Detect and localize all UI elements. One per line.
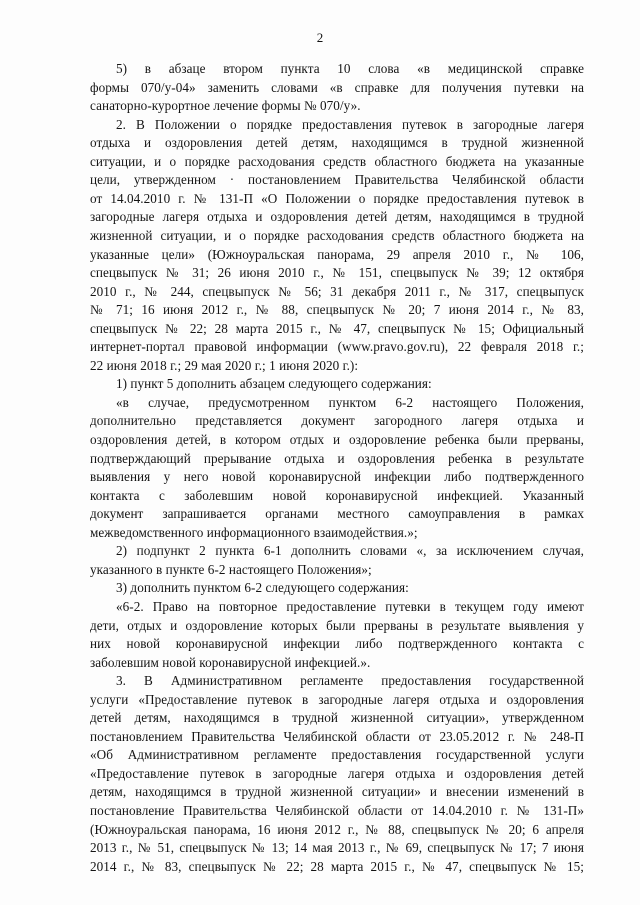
text-line: спецвыпуск № 31; 26 июня 2010 г., № 151, спецвыпуск № 39; 12 октября [90,265,584,281]
text-line: оздоровления детей, в котором отдых и оздоровление ребенка были прерваны, [90,432,584,447]
text-line: от 14.04.2010 г. № 131-П «О Положении о порядке предоставления путевок в [90,190,584,206]
text-line: 2) подпункт 2 пункта 6-1 дополнить словами «, за исключением случая, [116,543,584,559]
text-line: ситуации, и о порядке расходования средств областного бюджета на указанные [90,153,584,169]
text-line: подтверждающий прерывание отдыха и оздоровления ребенка в результате [90,450,584,466]
text-line: детям, находящимся в трудной жизненной ситуации» и внесении изменений в [90,784,584,800]
page-number: 2 [316,30,324,45]
text-line: указанные цели» (Южноуральская панорама, 29 апреля 2010 г., № 106, [90,246,584,262]
text-line: загородные лагеря отдыха и оздоровления детей детям, находящимся в трудной [90,209,584,225]
text-line: 2013 г., № 51, спецвыпуск № 13; 14 мая 2013 г., № 69, спецвыпуск № 17; 7 июня [90,840,584,856]
text-line: формы 070/у-04» заменить словами «в справке для получения путевки на [90,79,584,95]
text-line: 5) в абзаце втором пункта 10 слова «в медицинской справке [116,61,584,76]
text-line: «в случае, предусмотренном пунктом 6-2 настоящего Положения, [116,394,584,410]
text-line: контакта с заболевшим новой коронавирусной инфекцией. Указанный [90,487,584,503]
text-line: интернет-портал правовой информации (www.pravo.gov.ru), 22 февраля 2018 г.; [90,339,584,355]
text-line: постановлением Правительства Челябинской области от 23.05.2012 г. № 248-П [90,728,584,744]
text-line: 2010 г., № 244, спецвыпуск № 56; 31 декабря 2011 г., № 317, спецвыпуск [90,283,584,299]
text-line: № 71; 16 июня 2012 г., № 88, спецвыпуск № 20; 7 июня 2014 г., № 83, [90,302,584,318]
text-line: 22 июня 2018 г.; 29 мая 2020 г.; 1 июня 2020 г.): [90,357,359,373]
text-line: заболевшим новой коронавирусной инфекцией.». [90,654,371,670]
text-line: «Предоставление путевок в загородные лагеря отдыха и оздоровления детей [90,765,584,781]
text-line: 3. В Административном регламенте предоставления государственной [116,673,584,689]
text-line: выявления у него новой коронавирусной инфекции либо подтвержденного [90,469,584,485]
text-line: жизненной ситуации, и о порядке расходования средств областного бюджета на [90,227,584,243]
text-line: дополнительно представляется документ загородного лагеря отдыха и [90,413,584,429]
text-line: отдыха и оздоровления детей детям, находящимся в трудной жизненной [90,135,584,151]
text-line: документ запрашивается органами местного самоуправления в рамках [90,506,584,522]
text-line: дети, отдых и оздоровление которых были прерваны в результате выявления у [90,617,584,633]
text-line: цели, утвержденном · постановлением Правительства Челябинской области [90,172,584,188]
text-line: постановление Правительства Челябинской области от 14.04.2010 г. № 131-П» [90,803,584,818]
text-line: «6-2. Право на повторное предоставление путевки в текущем году имеют [116,598,584,614]
text-line: 1) пункт 5 дополнить абзацем следующего содержания: [116,376,432,392]
text-line: 2014 г., № 83, спецвыпуск № 22; 28 марта 2015 г., № 47, спецвыпуск № 15; [90,858,584,874]
text-line: межведомственного информационного взаимодействия.»; [90,524,418,540]
text-line: детей детям, находящимся в трудной жизненной ситуации», утвержденном [90,710,584,726]
text-line: 2. В Положении о порядке предоставления путевок в загородные лагеря [116,116,584,132]
text-line: 3) дополнить пунктом 6-2 следующего содержания: [116,580,409,596]
text-line: спецвыпуск № 22; 28 марта 2015 г., № 47, спецвыпуск № 15; Официальный [90,320,584,336]
text-line: «Об Административном регламенте предоставления государственной услуги [90,747,584,763]
text-line: них новой коронавирусной инфекции либо подтвержденного контакта с [90,636,584,652]
text-line: (Южноуральская панорама, 16 июня 2012 г., № 88, спецвыпуск № 20; 6 апреля [90,821,584,837]
text-line: санаторно-курортное лечение формы № 070/у». [90,98,361,114]
text-line: услуги «Предоставление путевок в загородные лагеря отдыха и оздоровления [90,691,584,707]
text-line: указанного в пункте 6-2 настоящего Положения»; [90,561,372,577]
